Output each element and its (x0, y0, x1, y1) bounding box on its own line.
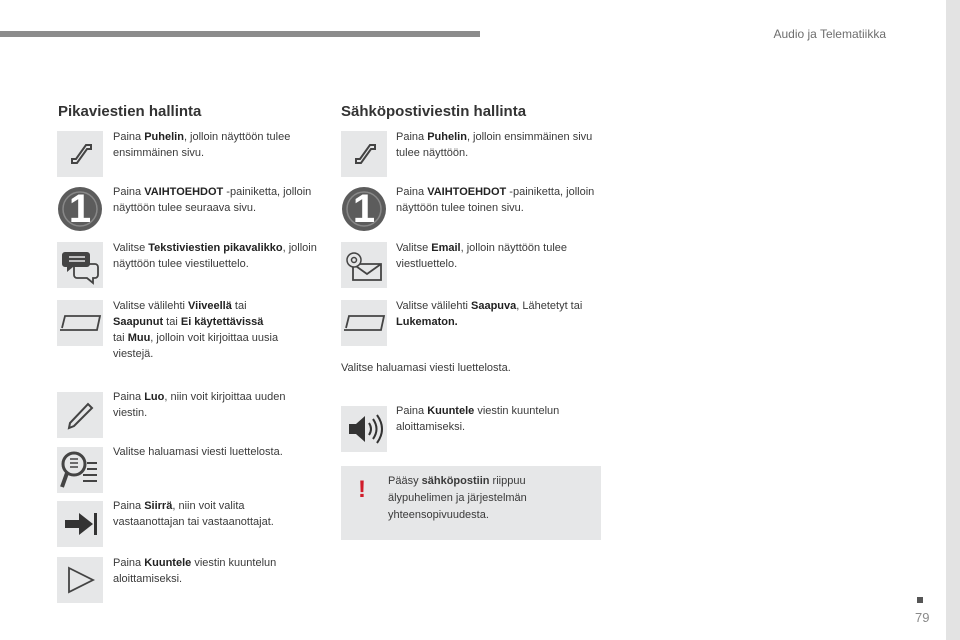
warning-icon: ! (358, 476, 366, 503)
email-icon (341, 242, 387, 288)
page-edge-strip (946, 0, 960, 640)
left-section-title: Pikaviestien hallinta (58, 103, 202, 120)
right-step-email-text: Valitse Email, jolloin näyttöön tulee viestluettelo. (396, 242, 568, 270)
number-one-label: 1 (68, 187, 92, 231)
left-step-listen-text: Paina Kuuntele viestin kuuntelun aloittamiseksi. (113, 557, 277, 585)
header-bar (0, 31, 480, 37)
right-step-tab-text: Valitse välilehti Saapuva, Lähetetyt tai Lukematon. (396, 300, 583, 328)
right-step-listen-text: Paina Kuuntele viestin kuuntelun aloittamiseksi. (396, 405, 560, 433)
compatibility-note-text: Pääsy sähköpostiin riippuu älypuhelimen ja järjestelmän yhteensopivuudesta. (388, 475, 527, 521)
page-number: 79 (915, 610, 930, 625)
forward-icon (57, 501, 103, 547)
compatibility-note (341, 466, 601, 540)
right-step-options-text: Paina VAIHTOEHDOT -painiketta, jolloin näyttöön tulee toinen sivu. (396, 186, 595, 214)
left-step-tab-text: Valitse välilehti Viiveellä tai Saapunut tai Ei käytettävissä tai Muu, jolloin voit kirjoittaa uusia viestejä. (113, 300, 279, 360)
pen-icon (57, 392, 103, 438)
right-select-text: Valitse haluamasi viesti luettelosta. (341, 362, 511, 374)
play-icon (57, 557, 103, 603)
left-step-options-text: Paina VAIHTOEHDOT -painiketta, jolloin näyttöön tulee seuraava sivu. (113, 186, 312, 214)
left-step-phone-text: Paina Puhelin, jolloin näyttöön tulee ensimmäinen sivu. (113, 131, 291, 159)
search-list-icon (57, 447, 103, 493)
left-step-messages-text: Valitse Tekstiviestien pikavalikko, jolloin näyttöön tulee viestiluettelo. (113, 242, 317, 270)
messages-icon (57, 242, 103, 288)
phone-icon (341, 131, 387, 177)
page-marker (917, 597, 923, 603)
header-title: Audio ja Telematiikka (773, 27, 886, 41)
speaker-icon (341, 406, 387, 452)
tab-icon (341, 300, 387, 346)
phone-icon (57, 131, 103, 177)
right-section-title: Sähköpostiviestin hallinta (341, 103, 527, 120)
right-step-phone-text: Paina Puhelin, jolloin ensimmäinen sivu tulee näyttöön. (396, 131, 593, 159)
number-one-label: 1 (352, 187, 376, 231)
left-step-select-text: Valitse haluamasi viesti luettelosta. (113, 446, 283, 458)
tab-icon (57, 300, 103, 346)
left-step-create-text: Paina Luo, niin voit kirjoittaa uuden viestin. (113, 391, 286, 419)
left-step-forward-text: Paina Siirrä, niin voit valita vastaanottajan tai vastaanottajat. (113, 500, 274, 528)
